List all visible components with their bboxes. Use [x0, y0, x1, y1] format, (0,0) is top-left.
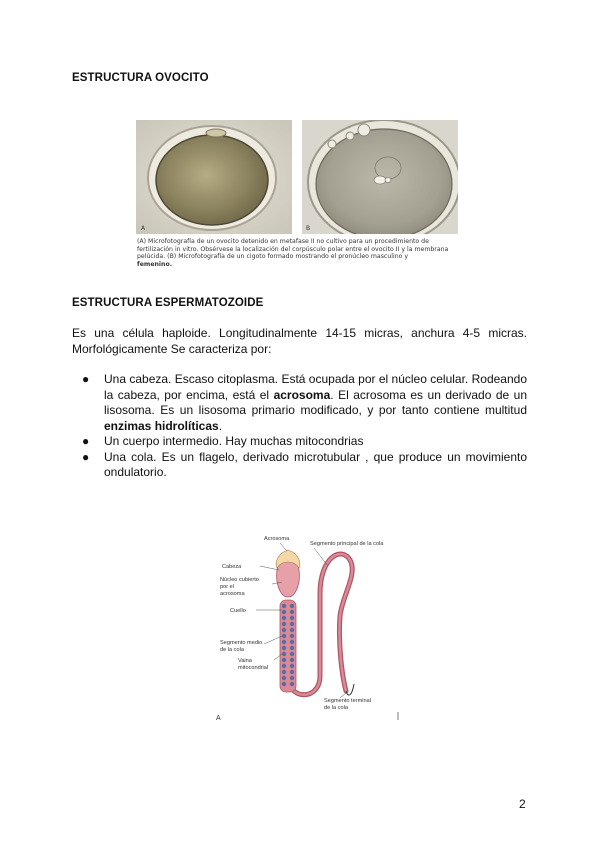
- mitochondrion: [282, 634, 286, 638]
- oocyte-caption: [137, 238, 467, 268]
- mitochondrion: [290, 622, 294, 626]
- bullet-icon: ●: [82, 434, 90, 448]
- bullet-icon: ●: [82, 449, 90, 464]
- sperm-diagram: [212, 526, 412, 726]
- zygote-image-b: [302, 120, 458, 234]
- ovocito-section-title: ESTRUCTURA OVOCITO: [72, 72, 209, 84]
- caption-line-2: fertilización in vitro. Obsérvese la localización del corpúsculo polar entre el ovocito II y la membrana: [137, 245, 449, 253]
- bullet1-bold-enzimas: enzimas hidrolíticas: [104, 418, 219, 433]
- mitochondrion: [282, 652, 286, 656]
- mitochondrion: [282, 682, 286, 686]
- mitochondrion: [282, 670, 286, 674]
- list-item: [72, 434, 527, 450]
- mitochondrion: [282, 628, 286, 632]
- mitochondrion: [282, 622, 286, 626]
- oocyte-image-a: [136, 120, 292, 234]
- mitochondrion: [290, 646, 294, 650]
- mitochondrion: [290, 670, 294, 674]
- bullet1-text-a: Una cabeza. Escaso citoplasma. Está ocupada por el núcleo celular. Rodeando la cabeza, por encima, está el: [104, 372, 527, 402]
- label-terminal-1: Segmento terminal: [324, 698, 371, 704]
- label-segmento-medio-2: de la cola: [220, 647, 244, 653]
- photo-b-label: B: [306, 225, 311, 232]
- mitochondrion: [282, 658, 286, 662]
- list-item: [72, 450, 527, 481]
- list-item: [72, 372, 527, 434]
- oocyte-photo-b: [302, 120, 458, 234]
- mitochondrion: [282, 604, 286, 608]
- label-leader-lines: [256, 543, 346, 698]
- espermatozoide-intro: [72, 326, 527, 357]
- mitochondrion: [282, 640, 286, 644]
- mitochondrion: [290, 604, 294, 608]
- caption-line-4: femenino.: [137, 260, 173, 268]
- label-vaina-2: mitocondrial: [238, 665, 269, 671]
- mitochondrion: [290, 628, 294, 632]
- mitochondrion: [290, 652, 294, 656]
- label-terminal-2: de la cola: [324, 705, 348, 711]
- intro-line-2: Morfológicamente Se caracteriza por:: [72, 341, 272, 356]
- photo-a-label: A: [141, 225, 146, 232]
- bullet1-text-b: . El acrosoma es un derivado de un lisosoma. Es un lisosoma primario modificado, y por tanto contiene multitud: [104, 387, 528, 417]
- mitochondrion: [282, 676, 286, 680]
- page-number: 2: [519, 797, 526, 811]
- caption-line-1: (A) Microfotografía de un ovocito detenido en metafase II no cultivo para un procedimiento de: [137, 238, 429, 245]
- sperm-diagram-svg: [212, 526, 412, 726]
- mitochondrion: [290, 676, 294, 680]
- mitochondrion: [290, 640, 294, 644]
- label-a: A: [216, 715, 221, 722]
- oocyte-photo-a: [136, 120, 292, 234]
- intro-line-1: Es una célula haploide. Longitudinalmente 14-15 micras, anchura 4-5 micras.: [72, 326, 527, 340]
- label-cuello: Cuello: [230, 608, 246, 614]
- bullet-icon: ●: [82, 372, 90, 386]
- espermatozoide-section-title: ESTRUCTURA ESPERMATOZOIDE: [72, 297, 264, 309]
- bullet3-text: Una cola. Es un flagelo, derivado microtubular , que produce un movimiento ondulatorio.: [104, 449, 527, 479]
- sperm-features-list: [72, 372, 527, 481]
- label-cabeza: Cabeza: [222, 564, 242, 570]
- caption-line-3: pelúcida. (B) Microfotografía de un cigoto formado mostrando el pronúcleo masculino y: [137, 253, 409, 260]
- mitochondrion: [290, 634, 294, 638]
- label-principal: Segmento principal de la cola: [310, 541, 384, 547]
- mitochondrion: [290, 682, 294, 686]
- label-acrosoma: Acrosoma: [264, 536, 290, 542]
- bullet1-text-c: .: [218, 418, 223, 433]
- mitochondrion: [282, 616, 286, 620]
- mitochondrion: [290, 664, 294, 668]
- mitochondrion: [290, 610, 294, 614]
- label-vaina-1: Vaina: [238, 658, 252, 664]
- label-segmento-medio-1: Segmento medio: [220, 640, 263, 646]
- mitochondrion: [290, 658, 294, 662]
- bullet1-bold-acrosoma: acrosoma: [273, 387, 331, 402]
- label-nucleo-1: Núcleo cubierto: [220, 577, 259, 583]
- label-nucleo-2: por el: [220, 584, 234, 590]
- mitochondrion: [282, 664, 286, 668]
- mitochondrion: [290, 616, 294, 620]
- label-nucleo-3: acrosoma: [220, 591, 245, 597]
- mitochondrion: [282, 610, 286, 614]
- bullet2-text: Un cuerpo intermedio. Hay muchas mitocondrias: [104, 434, 364, 448]
- mitochondrion: [282, 646, 286, 650]
